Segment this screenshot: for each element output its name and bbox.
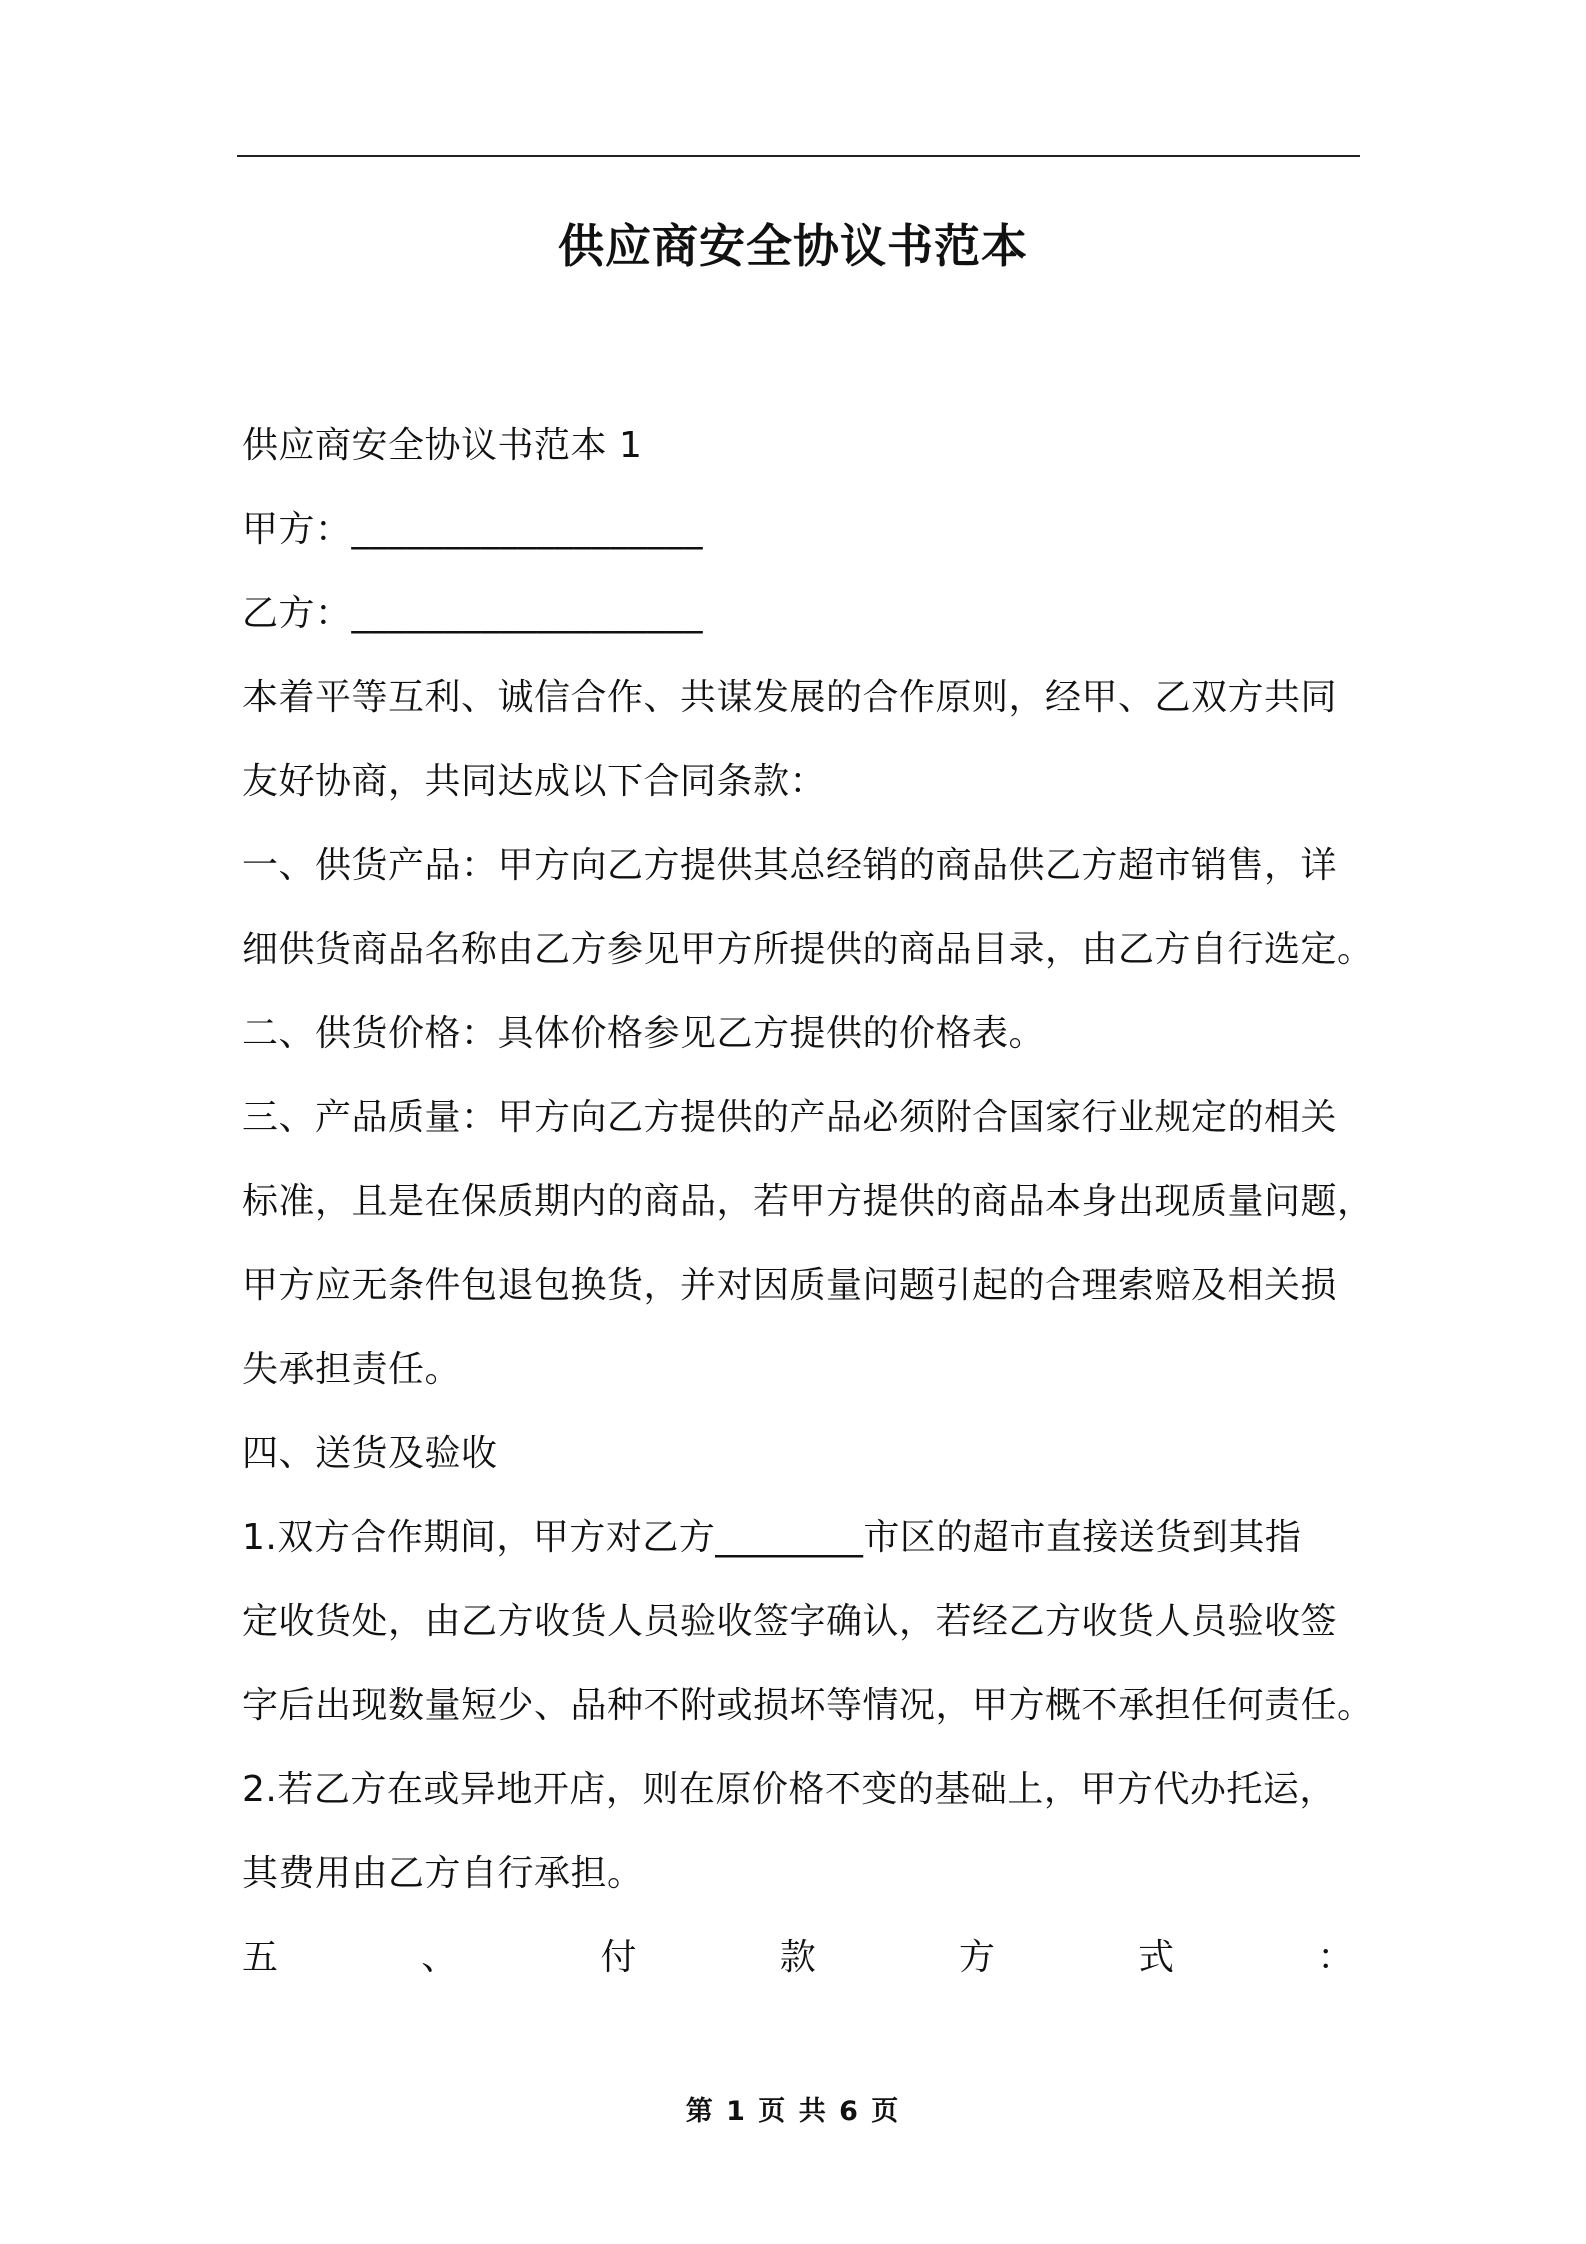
paragraph-line: 定收货处，由乙方收货人员验收签字确认，若经乙方收货人员验收签 [242, 1601, 1338, 1642]
payment-heading-char: 、 [421, 1937, 458, 1978]
paragraph-line: 失承担责任。 [242, 1349, 462, 1390]
payment-heading-char: 式 [1138, 1937, 1175, 1978]
paragraph-line: 三、产品质量：甲方向乙方提供的产品必须附合国家行业规定的相关 [242, 1097, 1338, 1138]
paragraph-line: 2.若乙方在或异地开店，则在原价格不变的基础上，甲方代办托运， [242, 1769, 1336, 1810]
paragraph-line: 友好协商，共同达成以下合同条款： [242, 761, 827, 802]
paragraph-line: 1.双方合作期间，甲方对乙方________市区的超市直接送货到其指 [242, 1517, 1302, 1558]
paragraph-line: 本着平等互利、诚信合作、共谋发展的合作原则，经甲、乙双方共同 [242, 677, 1338, 718]
paragraph-line: 其费用由乙方自行承担。 [242, 1853, 644, 1894]
paragraph-line: 字后出现数量短少、品种不附或损坏等情况，甲方概不承担任何责任。 [242, 1685, 1374, 1726]
paragraph-line: 二、供货价格：具体价格参见乙方提供的价格表。 [242, 1013, 1046, 1054]
document-body [242, 404, 1374, 2000]
page-footer: 第 1 页 共 6 页 [685, 2096, 901, 2127]
header-rule [237, 155, 1360, 157]
payment-heading-line [242, 1916, 1354, 2000]
paragraph-line: 甲方应无条件包退包换货，并对因质量问题引起的合理索赔及相关损 [242, 1265, 1338, 1306]
paragraph-line: 四、送货及验收 [242, 1433, 498, 1474]
paragraph-line: 标准，且是在保质期内的商品，若甲方提供的商品本身出现质量问题， [242, 1181, 1374, 1222]
payment-heading-char: 付 [600, 1937, 637, 1978]
document-title: 供应商安全协议书范本 [558, 219, 1028, 273]
paragraph-line: 一、供货产品：甲方向乙方提供其总经销的商品供乙方超市销售，详 [242, 845, 1338, 886]
payment-heading-char: 方 [958, 1937, 996, 1978]
payment-heading-char: 五 [242, 1937, 279, 1978]
payment-heading-char: ： [1317, 1937, 1354, 1978]
party-a-line: 甲方：___________________ [242, 509, 704, 550]
payment-heading-char: 款 [779, 1937, 817, 1978]
party-b-line: 乙方：___________________ [242, 593, 704, 634]
paragraph-line: 细供货商品名称由乙方参见甲方所提供的商品目录，由乙方自行选定。 [242, 929, 1374, 970]
section-heading: 供应商安全协议书范本 1 [242, 425, 643, 466]
